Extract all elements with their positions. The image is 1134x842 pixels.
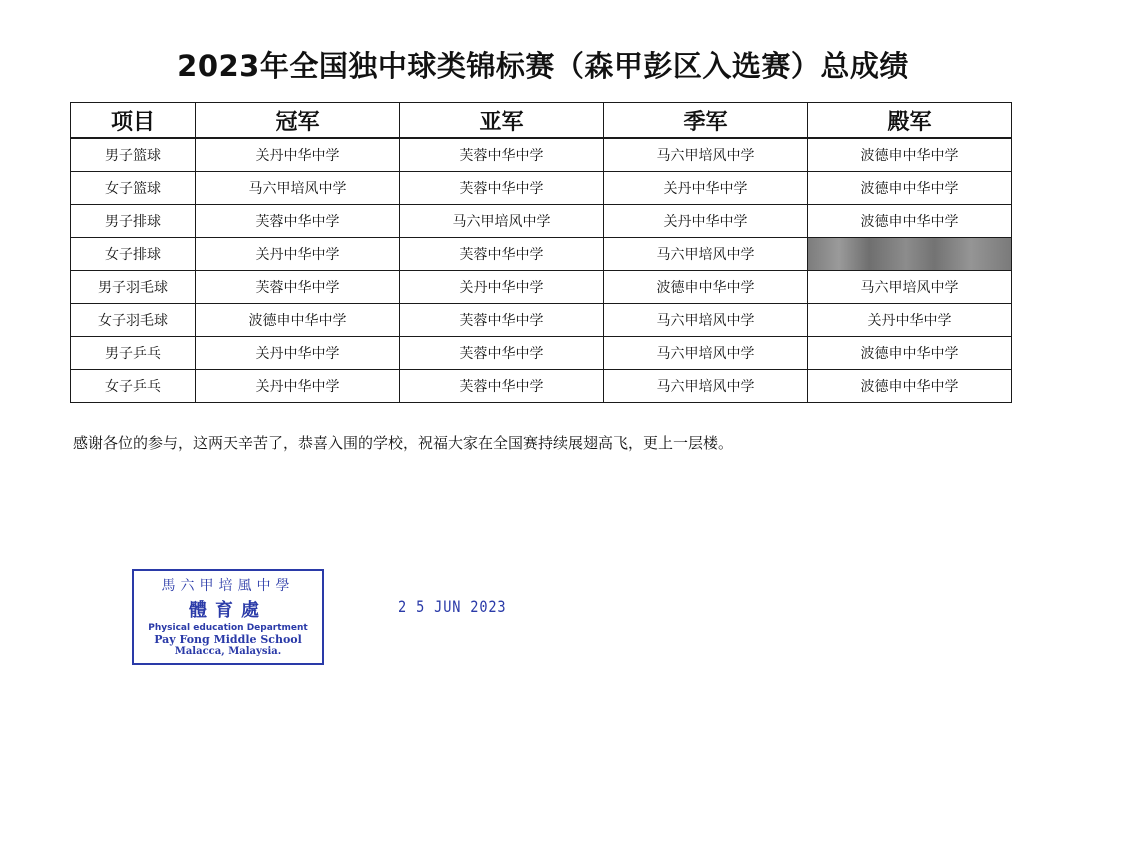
header-third-place: 季军 [604,103,808,139]
thanks-note: 感谢各位的参与，这两天辛苦了，恭喜入围的学校，祝福大家在全国赛持续展翅高飞，更上一层楼。 [73,434,734,452]
event-cell: 女子乒乓 [71,370,196,403]
third-place-cell: 波德申中华中学 [604,271,808,304]
fourth-place-cell: 关丹中华中学 [808,304,1012,337]
table-row [71,337,1012,370]
event-cell: 男子羽毛球 [71,271,196,304]
champion-cell: 马六甲培风中学 [196,172,400,205]
event-cell: 男子篮球 [71,138,196,172]
champion-cell: 芙蓉中华中学 [196,271,400,304]
fourth-place-cell: 波德申中华中学 [808,205,1012,238]
third-place-cell: 马六甲培风中学 [604,337,808,370]
runner-up-cell: 芙蓉中华中学 [400,138,604,172]
date-stamp: 2 5 JUN 2023 [398,597,507,616]
table-row [71,138,1012,172]
champion-cell: 关丹中华中学 [196,370,400,403]
fourth-place-cell: 波德申中华中学 [808,337,1012,370]
page-title: 2023年全国独中球类锦标赛（森甲彭区入选赛）总成绩 [177,49,909,83]
runner-up-cell: 马六甲培风中学 [400,205,604,238]
redacted-cell [808,238,1012,271]
champion-cell: 波德申中华中学 [196,304,400,337]
third-place-cell: 马六甲培风中学 [604,238,808,271]
table-row [71,304,1012,337]
department-stamp [132,569,324,665]
stamp-location: Malacca, Malaysia. [174,646,282,657]
stamp-school-name-chinese: 馬六甲培風中學 [161,578,295,594]
stamp-school-name-english: Pay Fong Middle School [154,633,302,646]
stamp-department-chinese: 體育處 [189,600,267,621]
third-place-cell: 马六甲培风中学 [604,304,808,337]
table-row [71,238,1012,271]
runner-up-cell: 芙蓉中华中学 [400,304,604,337]
event-cell: 女子篮球 [71,172,196,205]
header-runner-up: 亚军 [400,103,604,139]
runner-up-cell: 芙蓉中华中学 [400,370,604,403]
runner-up-cell: 芙蓉中华中学 [400,172,604,205]
table-header-row [71,103,1012,139]
event-cell: 男子乒乓 [71,337,196,370]
fourth-place-cell: 波德申中华中学 [808,370,1012,403]
table-row [71,172,1012,205]
runner-up-cell: 芙蓉中华中学 [400,337,604,370]
third-place-cell: 马六甲培风中学 [604,370,808,403]
event-cell: 男子排球 [71,205,196,238]
event-cell: 女子羽毛球 [71,304,196,337]
fourth-place-cell: 马六甲培风中学 [808,271,1012,304]
event-cell: 女子排球 [71,238,196,271]
results-table [70,102,1012,403]
header-champion: 冠军 [196,103,400,139]
header-fourth-place: 殿军 [808,103,1012,139]
champion-cell: 芙蓉中华中学 [196,205,400,238]
runner-up-cell: 关丹中华中学 [400,271,604,304]
runner-up-cell: 芙蓉中华中学 [400,238,604,271]
third-place-cell: 马六甲培风中学 [604,138,808,172]
champion-cell: 关丹中华中学 [196,138,400,172]
stamp-department-english: Physical education Department [148,623,308,633]
third-place-cell: 关丹中华中学 [604,205,808,238]
header-event: 项目 [71,103,196,139]
third-place-cell: 关丹中华中学 [604,172,808,205]
champion-cell: 关丹中华中学 [196,238,400,271]
fourth-place-cell: 波德申中华中学 [808,172,1012,205]
fourth-place-cell: 波德申中华中学 [808,138,1012,172]
champion-cell: 关丹中华中学 [196,337,400,370]
table-row [71,205,1012,238]
table-row [71,370,1012,403]
table-row [71,271,1012,304]
